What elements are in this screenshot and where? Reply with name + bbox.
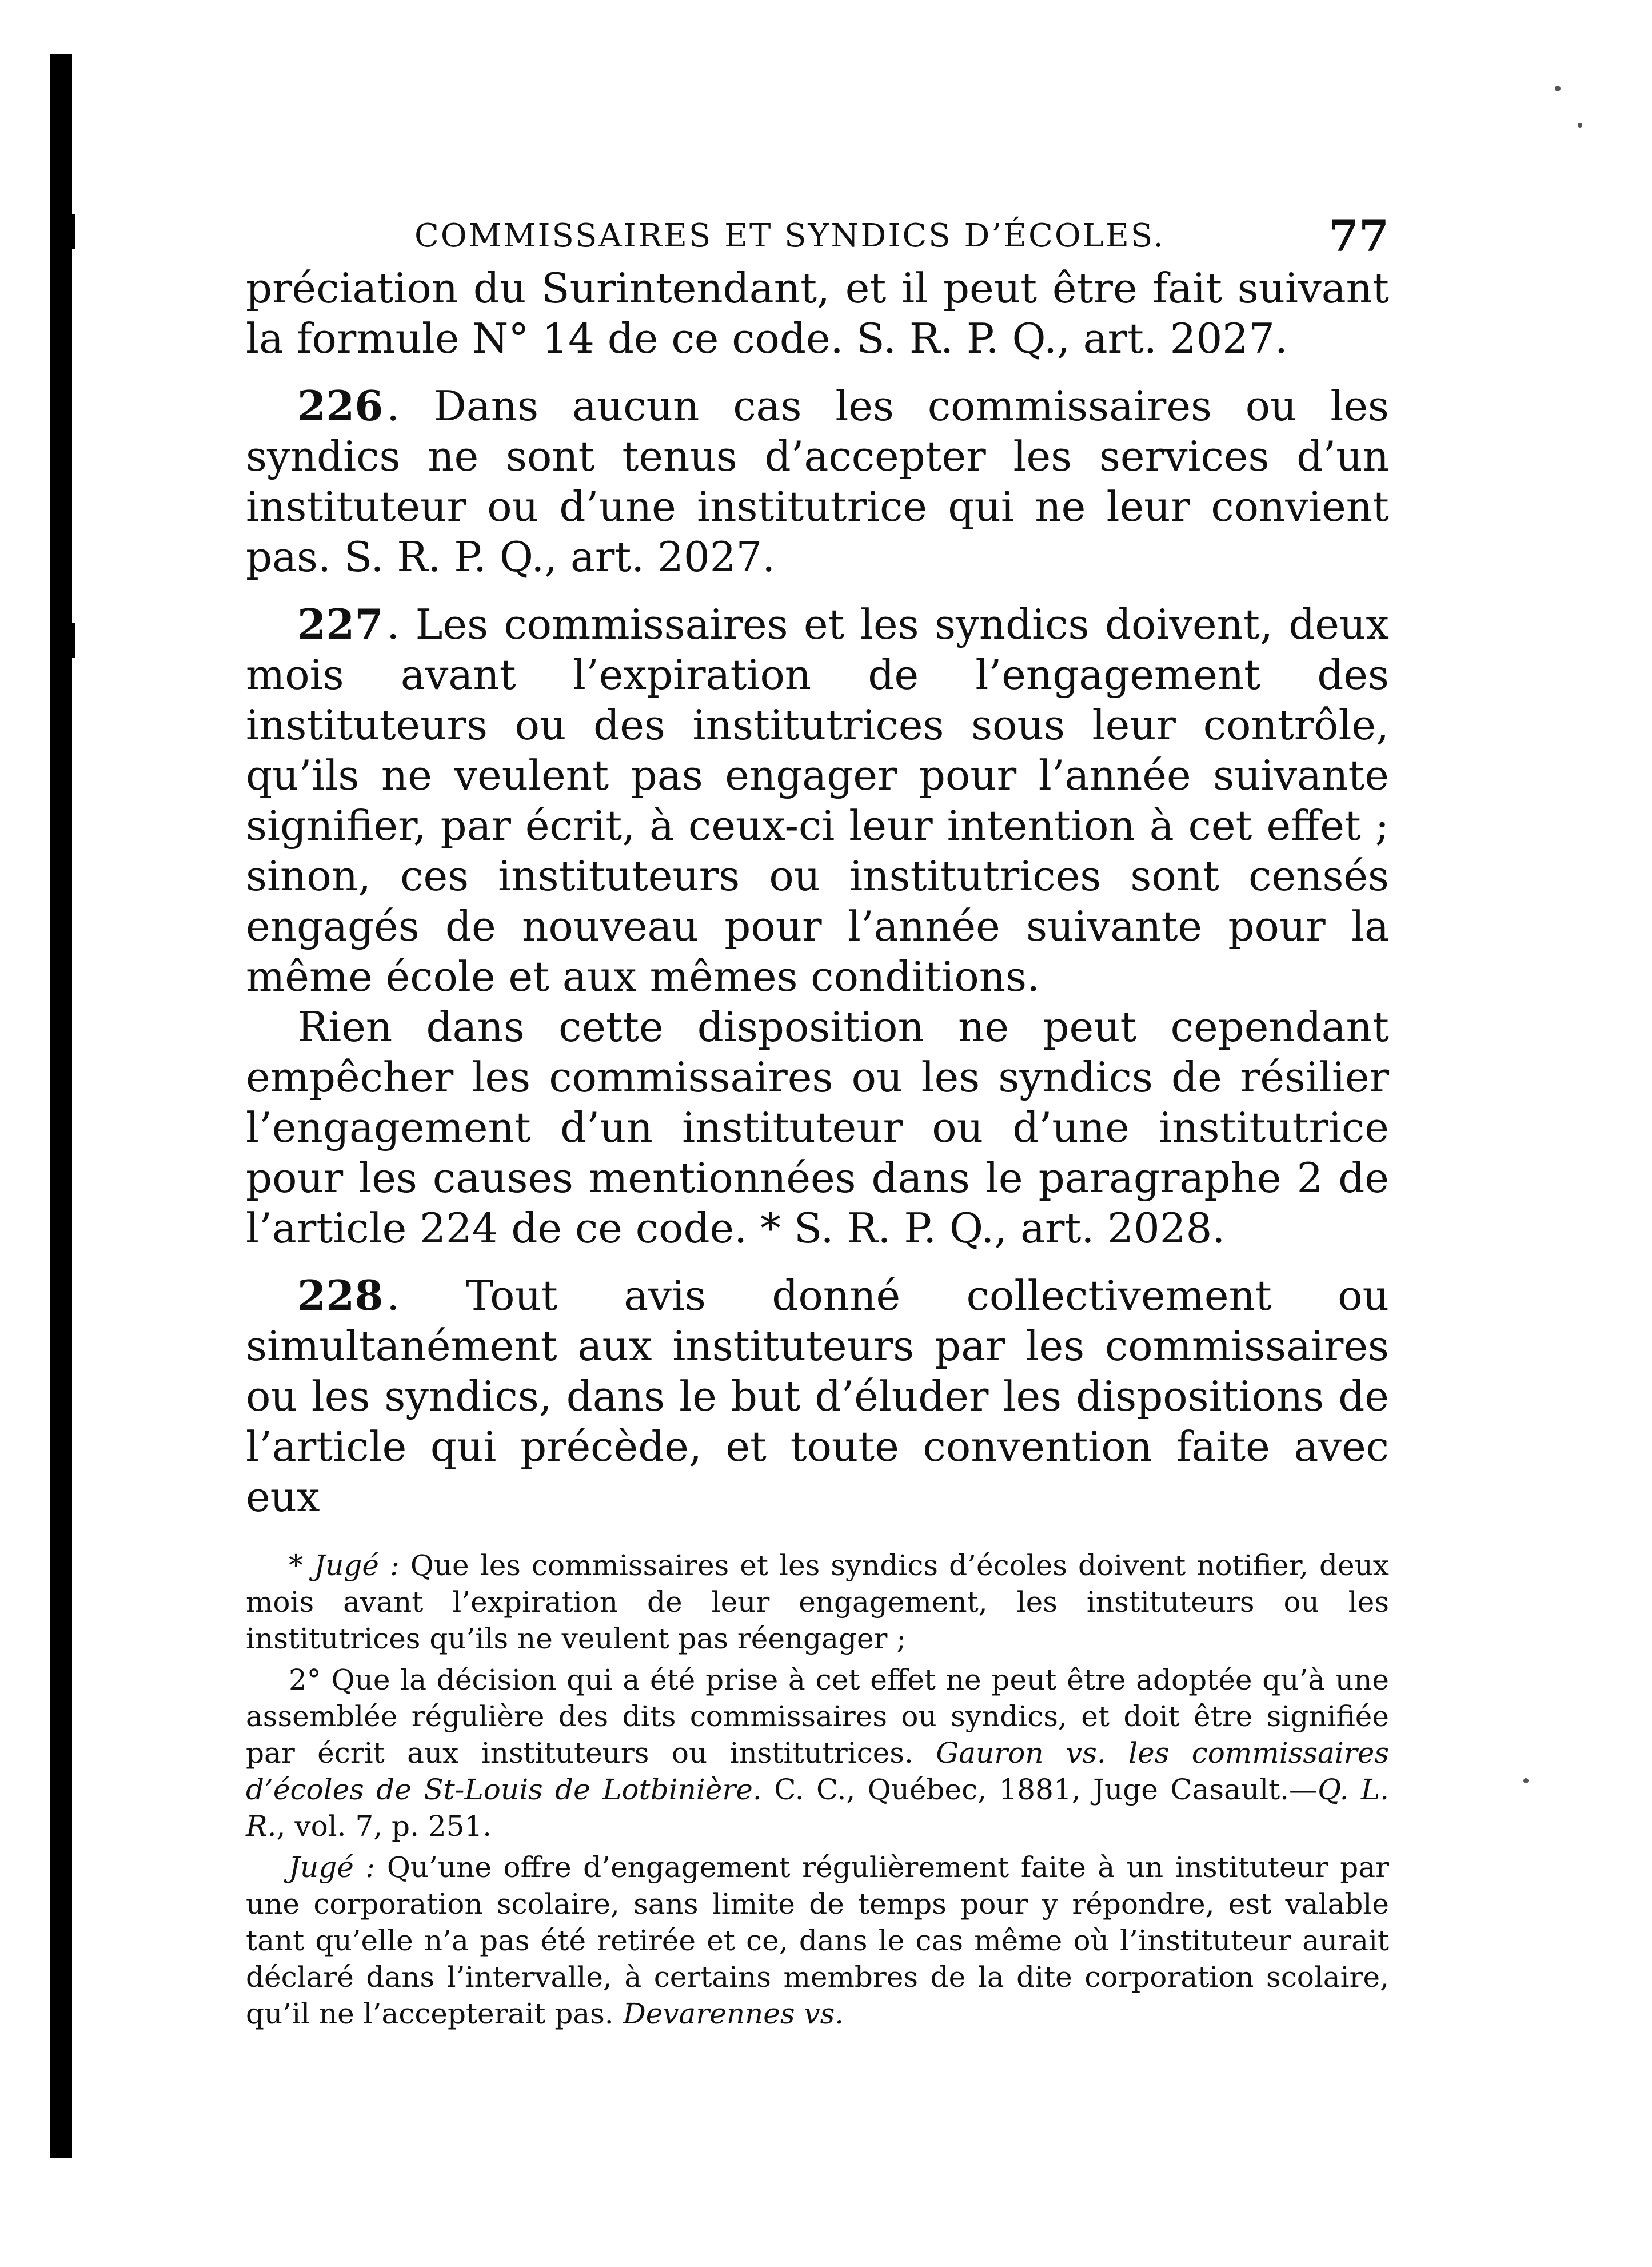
case-citation: Devarennes vs. <box>623 1997 844 2030</box>
scan-binding-edge <box>50 54 72 2158</box>
article-number: 226 <box>297 381 384 430</box>
article-number: 227 <box>297 600 384 648</box>
footnote-1 <box>246 1547 1389 1657</box>
book-page <box>246 206 1389 2032</box>
scan-binding-notch <box>67 214 75 249</box>
page-number: 77 <box>1328 210 1389 261</box>
article-228 <box>246 1270 1389 1522</box>
article-text: . Tout avis donné collectivement ou simultanément aux instituteurs par les commissaires ou les syndics, dans le but d’éluder les dispositions de l’article qui précède, et toute convention faite avec eux <box>246 1272 1389 1521</box>
article-227-second-paragraph: Rien dans cette disposition ne peut cependant empêcher les commissaires ou les syndics de résilier l’engagement d’un instituteur ou d’une institutrice pour les causes mentionnées dans le paragraphe 2 de l’article 224 de ce code. * S. R. P. Q., art. 2028. <box>246 1003 1389 1252</box>
juge-label: Jugé : <box>289 1851 376 1884</box>
footnote-text: Que les commissaires et les syndics d’écoles doivent notifier, deux mois avant l’expiration de leur engagement, les instituteurs ou les institutrices qu’ils ne veulent pas réengager ; <box>246 1549 1389 1655</box>
running-title: COMMISSAIRES ET SYNDICS D’ÉCOLES. <box>414 217 1166 254</box>
juge-label: Jugé : <box>314 1549 400 1582</box>
scan-speck <box>1523 1778 1529 1783</box>
article-text: . Dans aucun cas les commissaires ou les syndics ne sont tenus d’accepter les services d’un instituteur ou d’une institutrice qui ne leur convient pas. S. R. P. Q., art. 2027. <box>246 382 1389 581</box>
case-citation: Gauron vs. les commissaires d’écoles de St-Louis de Lotbinière. <box>246 1736 1389 1806</box>
footnotes <box>246 1547 1389 2032</box>
footnote-marker: * <box>289 1549 314 1582</box>
report-citation: Q. L. R. <box>246 1773 1389 1843</box>
footnote-3 <box>246 1849 1389 2032</box>
article-226 <box>246 381 1389 582</box>
article-number: 228 <box>297 1271 384 1320</box>
scan-speck <box>1578 123 1582 128</box>
article-text: . Les commissaires et les syndics doivent, deux mois avant l’expiration de l’engagement des instituteurs ou des institutrices sous leur contrôle, qu’ils ne veulent pas engager pour l’année suivante signifier, par écrit, à ceux-ci leur intention à cet effet ; sinon, ces instituteurs ou institutrices sont censés engagés de nouveau pour l’année suivante pour la même école et aux mêmes conditions. <box>246 600 1389 1001</box>
court-citation: C. C., Québec, 1881, Juge Casault.— <box>761 1773 1318 1806</box>
footnote-2 <box>246 1662 1389 1844</box>
report-reference: , vol. 7, p. 251. <box>276 1810 492 1843</box>
running-head <box>246 206 1389 263</box>
scan-binding-notch <box>67 623 75 658</box>
article-227 <box>246 599 1389 1002</box>
body-text <box>246 263 1389 1522</box>
continued-paragraph: préciation du Surintendant, et il peut être fait suivant la formule N° 14 de ce code. S. R. P. Q., art. 2027. <box>246 264 1389 362</box>
scan-speck <box>1555 86 1561 91</box>
footnote-text: Qu’une offre d’engagement régulièrement faite à un instituteur par une corporation scolaire, sans limite de temps pour y répondre, est valable tant qu’elle n’a pas été retirée et ce, dans le cas même où l’instituteur aurait déclaré dans l’intervalle, à certains membres de la dite corporation scolaire, qu’il ne l’accepterait pas. <box>246 1851 1389 2030</box>
footnote-text: 2° Que la décision qui a été prise à cet effet ne peut être adoptée qu’à une assemblée régulière des dits commissaires ou syndics, et doit être signifiée par écrit aux instituteurs ou institutrices. <box>246 1663 1389 1770</box>
